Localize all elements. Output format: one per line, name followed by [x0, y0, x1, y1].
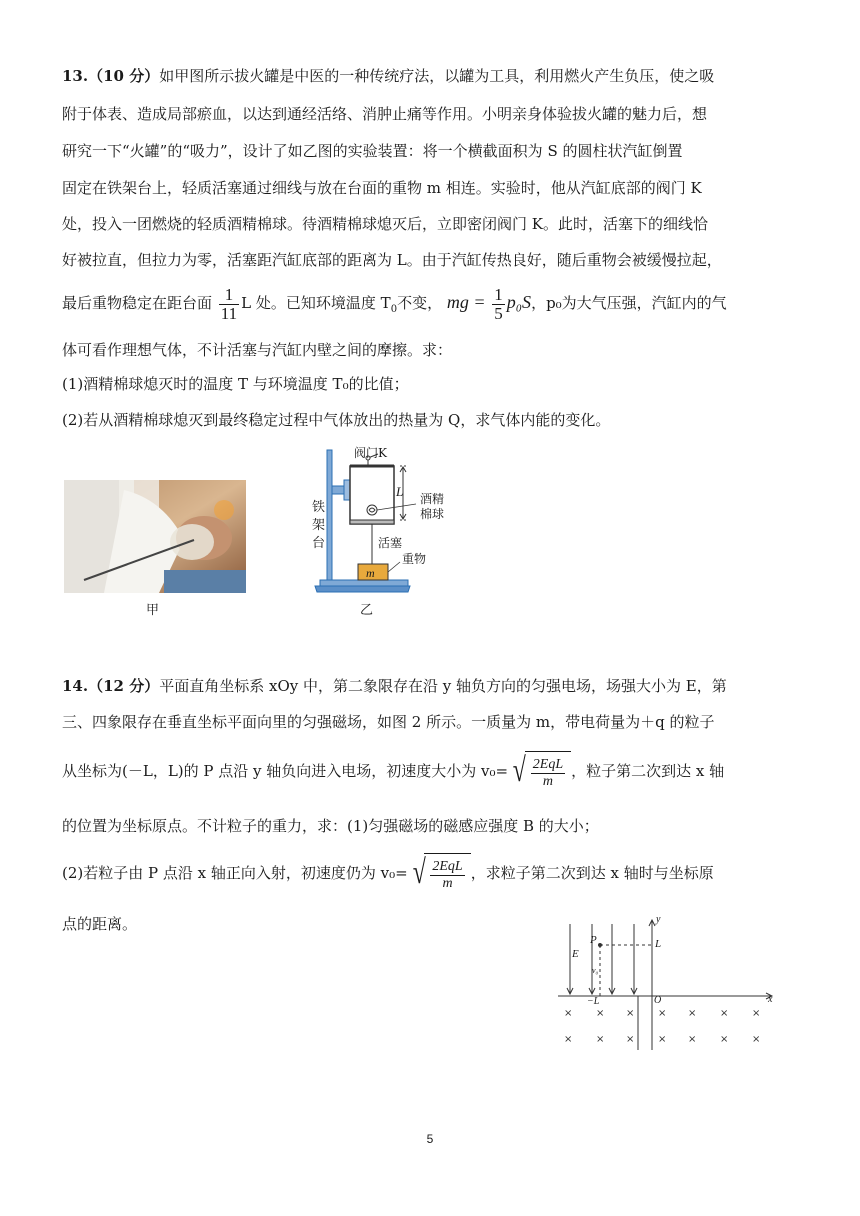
- q14-line-5: [62, 852, 714, 896]
- svg-text:×: ×: [752, 1034, 761, 1045]
- caption-yi: 乙: [360, 603, 374, 618]
- q13-line-4: 固定在铁架台上，轻质活塞通过细线与放在台面的重物 m 相连。实验时，他从汽缸底部的阀门 K: [62, 179, 702, 197]
- sqrt-num: 2EqL: [432, 859, 463, 874]
- q13-text-7d: ，p₀为大气压强，汽缸内的气: [531, 294, 727, 312]
- q13-line-1: [62, 66, 714, 86]
- svg-text:×: ×: [626, 1008, 635, 1019]
- fig-label-E: E: [572, 948, 579, 960]
- q13-points: （10 分）: [88, 67, 160, 85]
- q13-text-7a: 最后重物稳定在距台面: [62, 294, 213, 312]
- svg-text:×: ×: [564, 1008, 573, 1019]
- label-m: m: [366, 566, 375, 580]
- label-stand-2: 架: [312, 518, 326, 533]
- cupping-photo: [64, 480, 246, 593]
- svg-text:×: ×: [688, 1008, 697, 1019]
- q14-line-4: 的位置为坐标原点。不计粒子的重力，求：(1)匀强磁场的磁感应强度 B 的大小；: [62, 817, 599, 835]
- q14-text-5a: (2)若粒子由 P 点沿 x 轴正向入射，初速度仍为 v₀=: [62, 864, 408, 882]
- sqrt-den: m: [542, 774, 553, 789]
- frac-den: 11: [220, 303, 238, 323]
- sqrt-expr-2: √ $\frac{\text{2EqL}}{m}$: [410, 853, 471, 896]
- label-weight: 重物: [402, 552, 427, 566]
- q14-text-5b: ，求粒子第二次到达 x 轴时与坐标原: [470, 864, 714, 882]
- page-number: 5: [426, 1132, 434, 1146]
- label-stand-1: 铁: [312, 500, 326, 515]
- svg-text:×: ×: [658, 1008, 667, 1019]
- svg-text:×: ×: [564, 1034, 573, 1045]
- fraction-1-5: [492, 286, 505, 323]
- q14-line-2: 三、四象限存在垂直坐标平面向里的匀强磁场，如图 2 所示。一质量为 m，带电荷量为＋q 的粒子: [62, 713, 715, 731]
- sqrt-expr: √ $\frac{\text{2EqL}}{m}$: [510, 751, 571, 794]
- frac-num: 1: [494, 284, 503, 304]
- fig-label-x: x: [768, 994, 773, 1005]
- q13-line-2: 附于体表、造成局部瘀血，以达到通经活络、消肿止痛等作用。小明亲身体验拔火罐的魅力后，想: [62, 105, 708, 123]
- fraction-1-11: [219, 286, 239, 323]
- svg-text:×: ×: [720, 1008, 729, 1019]
- q14-number: 14.: [62, 677, 89, 695]
- svg-text:×: ×: [626, 1034, 635, 1045]
- sqrt-den: m: [442, 876, 453, 891]
- q14-text-3a: 从坐标为(－L，L)的 P 点沿 y 轴负向进入电场，初速度大小为 v₀=: [62, 762, 509, 780]
- q14-text-1: 平面直角坐标系 xOy 中，第二象限存在沿 y 轴负方向的匀强电场，场强大小为 E，第: [159, 677, 727, 695]
- q13-text-1: 如甲图所示拔火罐是中医的一种传统疗法，以罐为工具，利用燃火产生负压，使之吸: [159, 67, 715, 85]
- q14-text-3b: ，粒子第二次到达 x 轴: [571, 762, 725, 780]
- label-piston: 活塞: [378, 536, 403, 550]
- q13-p0S: p₀S: [506, 292, 532, 312]
- q13-mg: mg =: [446, 292, 486, 312]
- svg-text:×: ×: [596, 1008, 605, 1019]
- fig-label-v0: v₀: [592, 966, 599, 975]
- q14-line-6: 点的距离。: [62, 915, 138, 933]
- fig-label-O: O: [654, 995, 662, 1006]
- label-ball-2: 棉球: [420, 507, 445, 521]
- q13-number: 13.: [62, 67, 89, 85]
- q13-text-7b: L 处。已知环境温度 T: [241, 294, 391, 312]
- q13-line-5: 处，投入一团燃烧的轻质酒精棉球。待酒精棉球熄灭后，立即密闭阀门 K。此时，活塞下的细线恰: [62, 215, 708, 233]
- q14-line-3: [62, 750, 724, 794]
- svg-text:×: ×: [752, 1008, 761, 1019]
- q13-line-8: 体可看作理想气体，不计活塞与汽缸内壁之间的摩擦。求：: [62, 341, 453, 359]
- q14-points: （12 分）: [88, 677, 160, 695]
- sqrt-num: 2EqL: [532, 757, 564, 772]
- fig-label-P: P: [590, 934, 597, 946]
- frac-den: 5: [494, 303, 503, 323]
- q13-line-6: 好被拉直，但拉力为零，活塞距汽缸底部的距离为 L。由于汽缸传热良好，随后重物会被缓慢拉起，: [62, 251, 722, 269]
- fig-label-L: L: [655, 938, 662, 950]
- label-ball-1: 酒精: [420, 492, 445, 506]
- label-stand-3: 台: [312, 536, 326, 551]
- q13-line-3: 研究一下“火罐”的“吸力”，设计了如乙图的实验装置：将一个横截面积为 S 的圆柱状汽缸倒置: [62, 142, 683, 160]
- caption-jia: 甲: [146, 603, 160, 618]
- q13-line-7: 最后重物稳定在距台面 $\frac{1}{11}$ L 处。已知环境温度 $T_0$不变， mg = $\frac{1}{5}$ p₀S，p₀为大气压强，汽缸内的气: [62, 284, 727, 323]
- fig-label-y: y: [656, 914, 661, 925]
- label-L: L: [396, 484, 404, 499]
- q14-line-1: [62, 676, 727, 696]
- q13-line-10: (2)若从酒精棉球熄灭到最终稳定过程中气体放出的热量为 Q，求气体内能的变化。: [62, 411, 611, 429]
- svg-text:×: ×: [596, 1034, 605, 1045]
- q13-text-7c: 不变，: [397, 294, 443, 312]
- svg-text:×: ×: [688, 1034, 697, 1045]
- frac-num: 1: [219, 286, 239, 305]
- svg-text:×: ×: [658, 1034, 667, 1045]
- label-valve: 阀门K: [354, 446, 387, 460]
- q13-line-9: (1)酒精棉球熄灭时的温度 T 与环境温度 T₀的比值；: [62, 375, 409, 393]
- svg-text:×: ×: [720, 1034, 729, 1045]
- fig-label-negL: −L: [587, 996, 600, 1007]
